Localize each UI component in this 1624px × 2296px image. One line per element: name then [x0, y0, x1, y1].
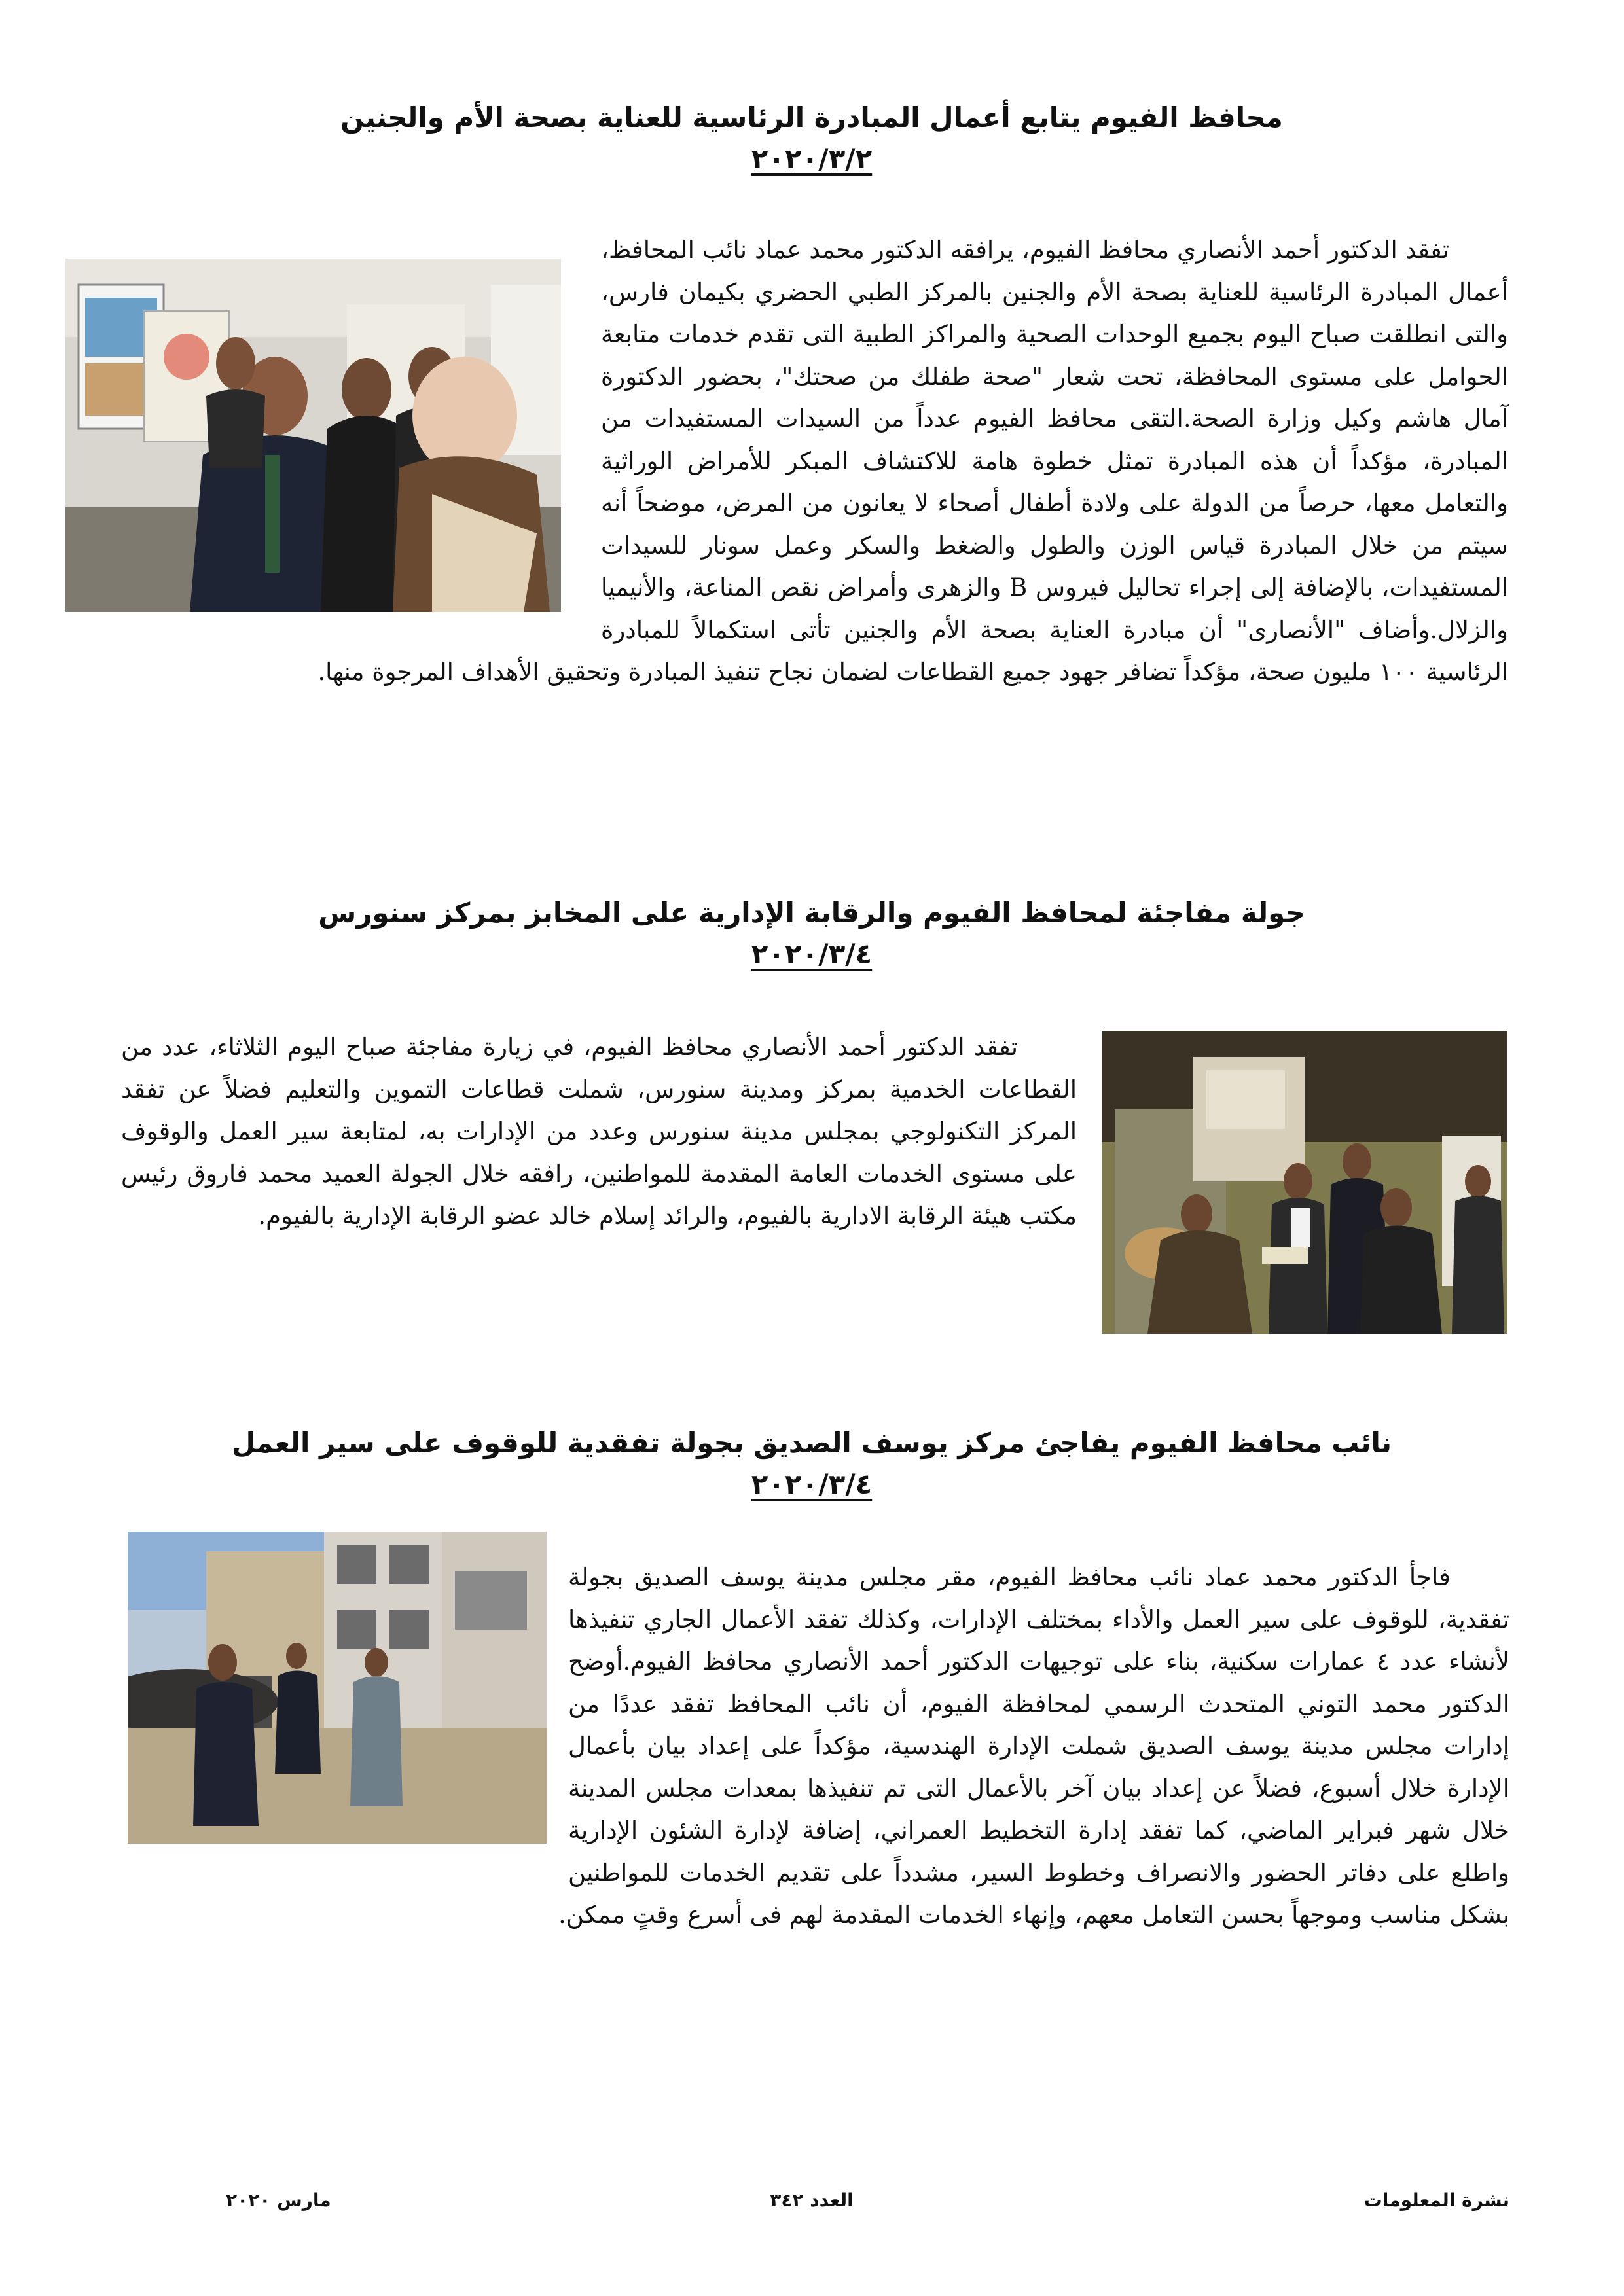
article-3-body: فاجأ الدكتور محمد عماد نائب محافظ الفيوم، مقر مجلس مدينة يوسف الصديق بجولة تفقدية، للوقوف على سير العمل والأداء بمختلف الإدارات، وكذلك تفقد الأعمال الجاري تنفيذها لأنشاء عدد ٤ عمارات سكنية، بناء على توجيهات الدكتور أحمد الأنصاري محافظ الفيوم.أوضح الدكتور محمد التوني المتحدث الرسمي لمحافظة الفيوم، أن نائب المحافظ تفقد عددًا من إدارات مجلس مدينة يوسف الصديق شملت الإدارة الهندسية، مؤكداً على إعداد بيان بأعمال الإدارة خلال أسبوع، فضلاً عن إعداد بيان آخر بالأعمال التى تم تنفيذها بمعدات مجلس المدينة خلال شهر فبراير الماضي، كما تفقد إدارة التخطيط العمراني، إضافة لإدارة الشئون الإدارية واطلع على دفاتر الحضور والانصراف وخطوط السير، مشدداً على تقديم الخدمات للمواطنين بشكل مناسب وموجهاً بحسن التعامل معهم، وإنهاء الخدمات المقدمة لهم فى أسرع وقتٍ ممكن. — [558, 1563, 1509, 1929]
article-2-body: تفقد الدكتور أحمد الأنصاري محافظ الفيوم، في زيارة مفاجئة صباح اليوم الثلاثاء، عدد من القطاعات الخدمية بمركز ومدينة سنورس، شملت قطاعات التموين والتعليم فضلاً عن تفقد المركز التكنولوجي بمجلس مدينة سنورس وعدد من الإدارات به، لمتابعة سير العمل والوقوف على مستوى الخدمات العامة المقدمة للمواطنين، رافقه خلال الجولة العميد محمد فاروق رئيس مكتب هيئة الرقابة الادارية بالفيوم، والرائد إسلام خالد عضو الرقابة الإدارية بالفيوم. — [121, 1033, 1077, 1230]
article-1-photo — [65, 259, 561, 612]
article-1-date: ٢٠٢٠/٣/٢ — [751, 143, 873, 175]
footer-issue-number: العدد ٣٤٢ — [770, 2189, 854, 2211]
footer-publication-name: نشرة المعلومات — [1363, 2189, 1509, 2211]
article-3-date: ٢٠٢٠/٣/٤ — [751, 1468, 873, 1500]
footer-date: مارس ٢٠٢٠ — [226, 2189, 331, 2211]
article-2-date: ٢٠٢٠/٣/٤ — [751, 938, 873, 970]
article-2-headline: جولة مفاجئة لمحافظ الفيوم والرقابة الإدارية على المخابز بمركز سنورس — [318, 897, 1305, 929]
article-1-body: تفقد الدكتور أحمد الأنصاري محافظ الفيوم، يرافقه الدكتور محمد عماد نائب المحافظ، أعمال المبادرة الرئاسية للعناية بصحة الأم والجنين بالمركز الطبي الحضري بكيمان فارس، والتى انطلقت صباح اليوم بجميع الوحدات الصحية والمراكز الطبية التى تقدم خدمات متابعة الحوامل على مستوى المحافظة، تحت شعار "صحة طفلك من صحتك"، بحضور الدكتورة آمال هاشم وكيل وزارة الصحة.التقى محافظ الفيوم عدداً من السيدات المستفيدات من المبادرة، مؤكداً أن هذه المبادرة تمثل خطوة هامة للاكتشاف المبكر للأمراض الوراثية والتعامل معها، حرصاً من الدولة على ولادة أطفال أصحاء لا يعانون من المرض، موضحاً أنه سيتم من خلال المبادرة قياس الوزن والطول والضغط والسكر وعمل سونار للسيدات المستفيدات، بالإضافة إلى إجراء تحاليل فيروس B والزهرى وأمراض نقص المناعة، والأنيميا والزلال.وأضاف "الأنصارى" أن مبادرة العناية بصحة الأم والجنين تأتى استكمالاً للمبادرة الرئاسية ١٠٠ مليون صحة، مؤكداً تضافر جهود جميع القطاعات لضمان نجاح تنفيذ المبادرة وتحقيق الأهداف المرجوة منها. — [317, 236, 1509, 686]
article-3-photo — [128, 1532, 547, 1844]
article-2-body-container — [121, 1026, 1077, 1238]
article-2-photo — [1102, 1031, 1507, 1334]
article-3-headline: نائب محافظ الفيوم يفاجئ مركز يوسف الصديق بجولة تفقدية للوقوف على سير العمل — [231, 1427, 1392, 1459]
article-1-headline: محافظ الفيوم يتابع أعمال المبادرة الرئاسية للعناية بصحة الأم والجنين — [340, 101, 1283, 134]
